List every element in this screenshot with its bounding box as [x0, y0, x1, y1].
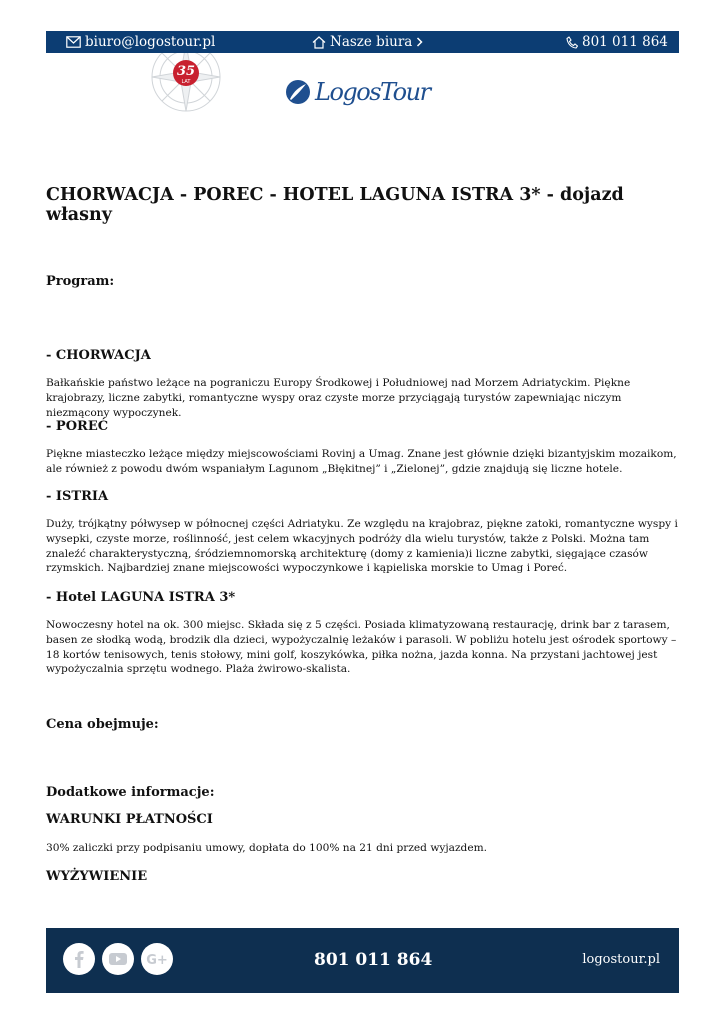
- section-heading: - POREĆ: [46, 419, 109, 434]
- google-plus-icon[interactable]: [141, 943, 173, 975]
- phone-link[interactable]: [566, 34, 668, 50]
- email-link[interactable]: [66, 34, 215, 50]
- footer-phone[interactable]: 801 011 864: [314, 950, 433, 970]
- home-icon: [312, 36, 326, 49]
- section-heading: - CHORWACJA: [46, 348, 151, 363]
- facebook-icon[interactable]: [63, 943, 95, 975]
- extra-info-label: Dodatkowe informacje:: [46, 785, 215, 800]
- section-text: Bałkańskie państwo leżące na pograniczu Europy Środkowej i Południowej nad Morzem Adriatyckim. Piękne krajobrazy, liczne zabytki, romantyczne wyspy oraz czyste morze przyciągają turystów zapewniając niczym niezmącony wypoczynek.: [46, 377, 631, 419]
- phone-text: 801 011 864: [582, 34, 668, 50]
- section-text: Piękne miasteczko leżące między miejscowościami Rovinj a Umag. Znane jest głównie dzięki bizantyjskim mozaikom, ale również z powodu dwóm wspaniałym Lagunom „Błękitnej” i „Zielonej”, gdzie znajdują się liczne hotele.: [46, 448, 677, 475]
- section-text: Duży, trójkątny półwysep w północnej części Adriatyku. Ze względu na krajobraz, piękne zatoki, romantyczne wyspy i wysepki, czyste morze, roślinność, jest celem wkacyjnych podróży dla wielu turystów, także z Polski. Można tam znaleźć charakterystyczną, śródziemnomorską architekturę (domy z kamienia)i liczne zabytki, sięgające czasów rzymskich. Najbardziej znane miejscowości wypoczynkowe i kąpieliska morskie to Umag i Poreć.: [46, 518, 678, 575]
- program-label: Program:: [46, 274, 115, 289]
- footer: [46, 928, 679, 993]
- page-title: CHORWACJA - POREC - HOTEL LAGUNA ISTRA 3* - dojazd własny: [46, 185, 624, 225]
- section-heading: - ISTRIA: [46, 489, 109, 504]
- svg-text:G+: G+: [146, 953, 168, 968]
- badge-sub: LAT: [181, 79, 191, 85]
- anniversary-badge: [147, 53, 225, 115]
- section-heading: - Hotel LAGUNA ISTRA 3*: [46, 590, 236, 605]
- section-text: Nowoczesny hotel na ok. 300 miejsc. Składa się z 5 części. Posiada klimatyzowaną restaurację, drink bar z tarasem, basen ze słodką wodą, brodzik dla dzieci, wypożyczalnię leżaków i parasoli. W pobliżu hotelu jest ośrodek sportowy – 18 kortów tenisowych, tenis stołowy, mini golf, koszykówka, piłka nożna, jazda konna. Na przystani jachtowej jest wypożyczalnia sprzętu wodnego. Plaża żwirowo-skalista.: [46, 619, 677, 676]
- youtube-icon[interactable]: [102, 943, 134, 975]
- logostour-logo[interactable]: [285, 78, 430, 106]
- payment-heading: WARUNKI PŁATNOŚCI: [46, 812, 213, 827]
- top-contact-bar: [46, 31, 679, 53]
- chevron-right-icon: [416, 37, 423, 47]
- phone-icon: [566, 36, 578, 49]
- email-text: biuro@logostour.pl: [85, 34, 216, 50]
- brand-name: LogosTour: [315, 78, 430, 106]
- footer-website[interactable]: logostour.pl: [582, 952, 660, 967]
- badge-number: 35: [176, 64, 196, 79]
- payment-text: 30% zaliczki przy podpisaniu umowy, dopłata do 100% na 21 dni przed wyjazdem.: [46, 842, 488, 854]
- offices-link[interactable]: [312, 34, 423, 50]
- logo-area: [0, 53, 725, 123]
- food-heading: WYŻYWIENIE: [46, 869, 148, 884]
- price-label: Cena obejmuje:: [46, 717, 159, 732]
- feather-logo-icon: [285, 79, 311, 105]
- envelope-icon: [66, 36, 81, 48]
- offices-text: Nasze biura: [330, 34, 413, 50]
